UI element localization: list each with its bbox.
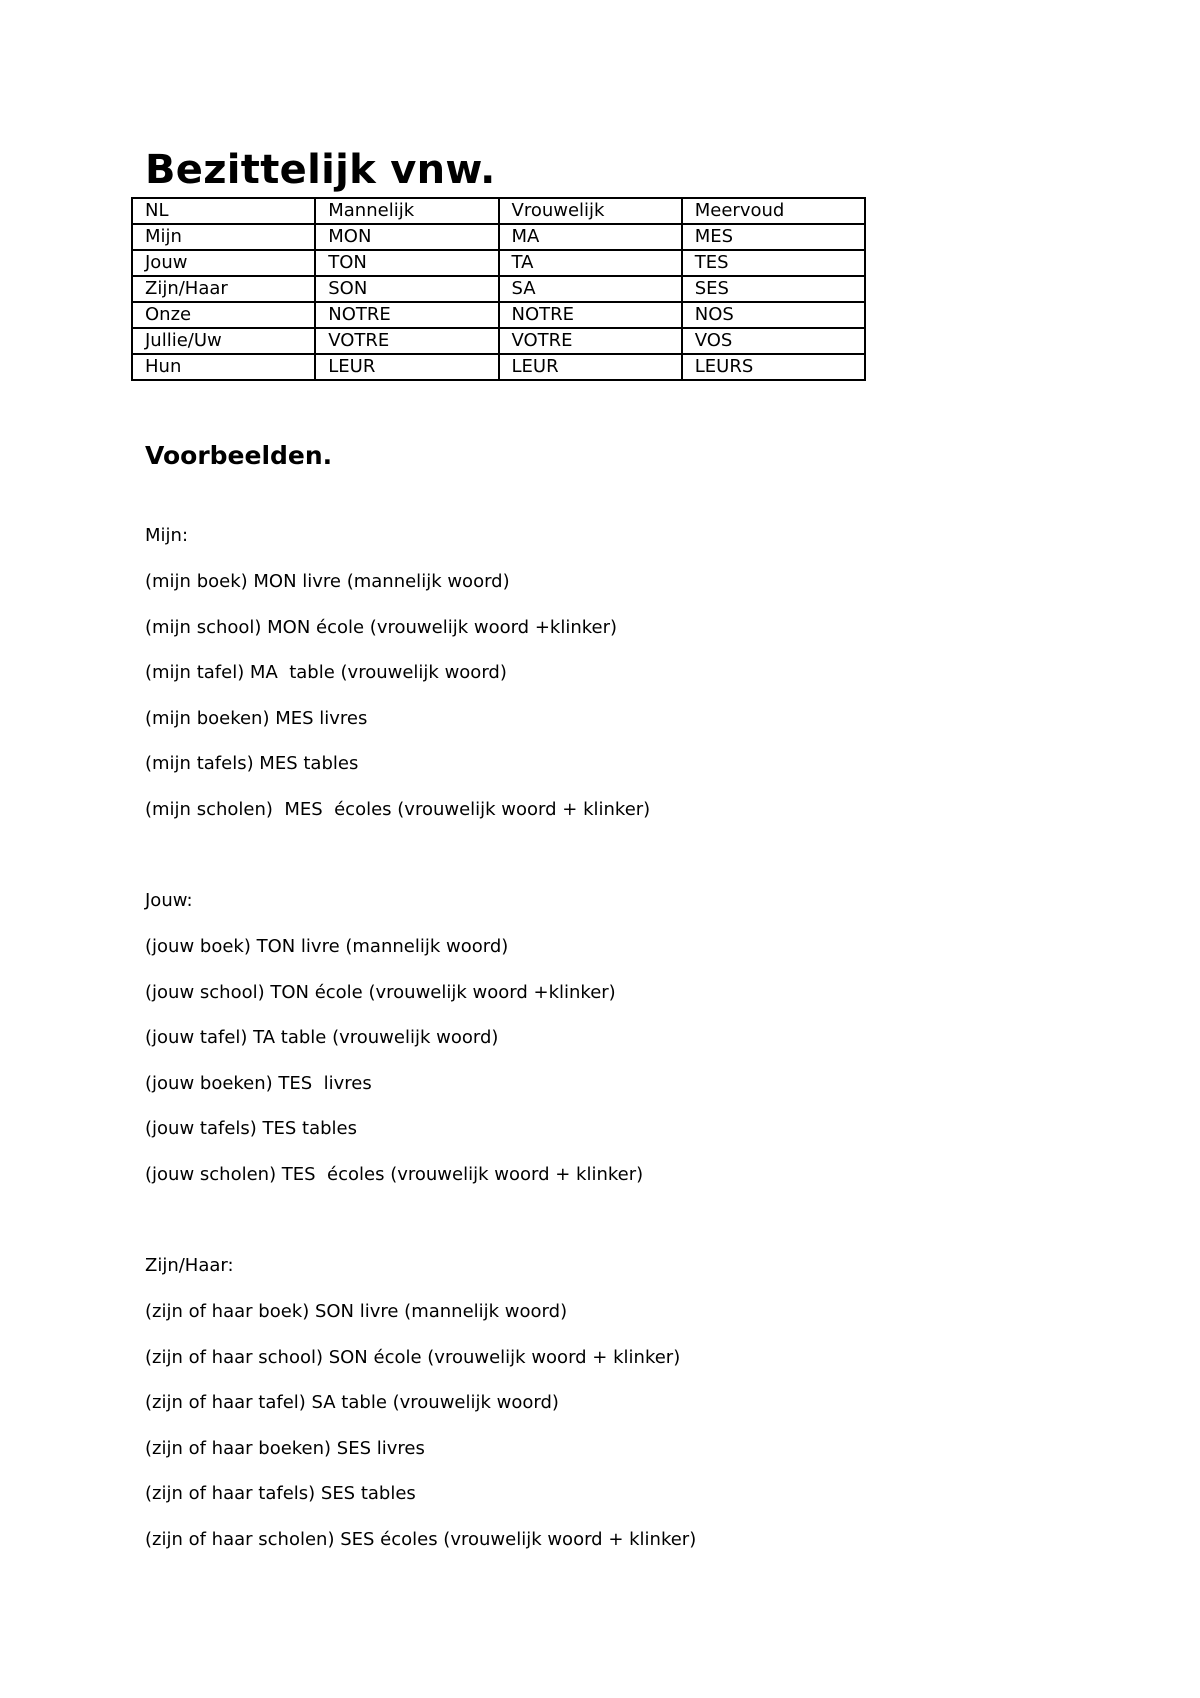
table-cell: SON: [315, 276, 498, 302]
example-line: (mijn scholen) MES écoles (vrouwelijk woord + klinker): [145, 799, 651, 820]
example-line: (jouw boek) TON livre (mannelijk woord): [145, 936, 509, 957]
table-cell: LEUR: [499, 354, 682, 380]
table-header-cell: Mannelijk: [315, 198, 498, 224]
example-line: (zijn of haar boek) SON livre (mannelijk woord): [145, 1301, 568, 1322]
table-header-row: [132, 198, 865, 224]
table-cell: TON: [315, 250, 498, 276]
table-header-cell: NL: [132, 198, 315, 224]
table-cell: LEURS: [682, 354, 865, 380]
example-line: (mijn school) MON école (vrouwelijk woord +klinker): [145, 617, 618, 638]
example-line: (jouw school) TON école (vrouwelijk woord +klinker): [145, 982, 616, 1003]
section-heading-zijn-haar: Zijn/Haar:: [145, 1255, 234, 1276]
table-row: [132, 302, 865, 328]
table-header-cell: Vrouwelijk: [499, 198, 682, 224]
example-line: (jouw boeken) TES livres: [145, 1073, 372, 1094]
table-row: [132, 354, 865, 380]
example-line: (mijn tafels) MES tables: [145, 753, 359, 774]
table-cell: Zijn/Haar: [132, 276, 315, 302]
table-cell: TA: [499, 250, 682, 276]
example-line: (zijn of haar school) SON école (vrouwelijk woord + klinker): [145, 1347, 681, 1368]
table-cell: NOTRE: [315, 302, 498, 328]
example-line: (zijn of haar tafel) SA table (vrouwelijk woord): [145, 1392, 559, 1413]
example-line: (mijn tafel) MA table (vrouwelijk woord): [145, 662, 507, 683]
example-line: (mijn boeken) MES livres: [145, 708, 368, 729]
table-cell: TES: [682, 250, 865, 276]
table-cell: VOS: [682, 328, 865, 354]
section-heading-mijn: Mijn:: [145, 525, 189, 546]
table-row: [132, 328, 865, 354]
example-line: (jouw tafel) TA table (vrouwelijk woord): [145, 1027, 499, 1048]
table-cell: NOS: [682, 302, 865, 328]
table-header-cell: Meervoud: [682, 198, 865, 224]
table-cell: Jullie/Uw: [132, 328, 315, 354]
table-cell: Hun: [132, 354, 315, 380]
example-line: (zijn of haar boeken) SES livres: [145, 1438, 425, 1459]
table-cell: Jouw: [132, 250, 315, 276]
example-line: (zijn of haar scholen) SES écoles (vrouwelijk woord + klinker): [145, 1529, 697, 1550]
example-line: (jouw scholen) TES écoles (vrouwelijk woord + klinker): [145, 1164, 644, 1185]
table-cell: LEUR: [315, 354, 498, 380]
table-row: [132, 250, 865, 276]
table-cell: SA: [499, 276, 682, 302]
table-cell: VOTRE: [315, 328, 498, 354]
table-cell: NOTRE: [499, 302, 682, 328]
table-cell: MON: [315, 224, 498, 250]
table-cell: Onze: [132, 302, 315, 328]
example-line: (zijn of haar tafels) SES tables: [145, 1483, 416, 1504]
example-line: (jouw tafels) TES tables: [145, 1118, 357, 1139]
example-line: (mijn boek) MON livre (mannelijk woord): [145, 571, 510, 592]
table-cell: MA: [499, 224, 682, 250]
table-cell: Mijn: [132, 224, 315, 250]
table-cell: MES: [682, 224, 865, 250]
page-title: Bezittelijk vnw.: [145, 147, 496, 193]
section-heading-jouw: Jouw:: [145, 890, 193, 911]
table-cell: SES: [682, 276, 865, 302]
examples-heading: Voorbeelden.: [145, 441, 333, 470]
table-cell: VOTRE: [499, 328, 682, 354]
pronoun-table: [131, 197, 866, 381]
table-row: [132, 224, 865, 250]
table-row: [132, 276, 865, 302]
